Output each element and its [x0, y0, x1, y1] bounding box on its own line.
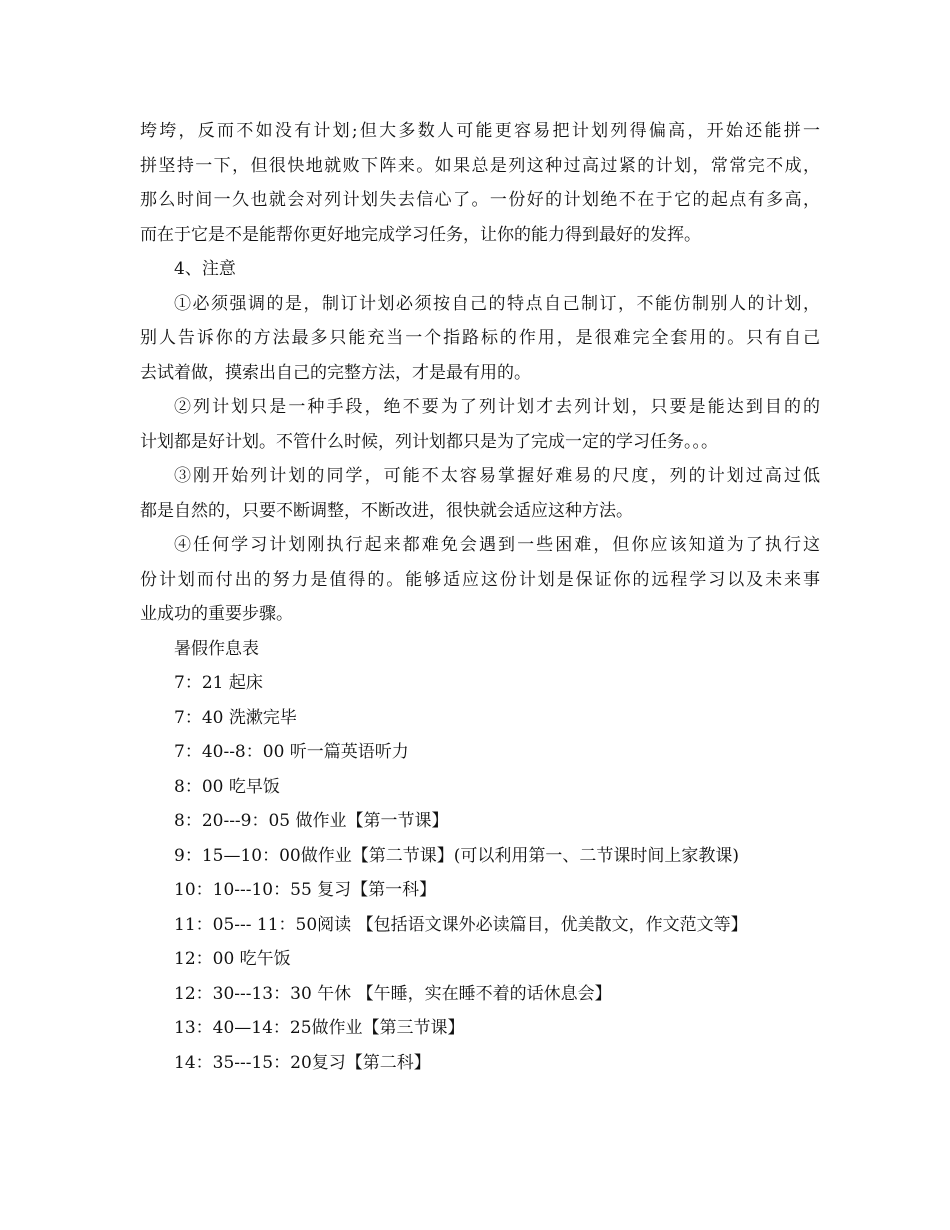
text-line: ③刚开始列计划的同学，可能不太容易掌握好难易的尺度，列的计划过高过低: [174, 466, 820, 486]
schedule-item: 14：35---15：20复习【第二科】: [174, 1052, 431, 1073]
schedule-item: 7：40--8：00 听一篇英语听力: [174, 742, 409, 762]
text-line: 份计划而付出的努力是值得的。能够适应这份计划是保证你的远程学习以及未来事: [140, 569, 820, 590]
paragraph-planning: [140, 114, 820, 252]
schedule-item: 9：15—10：00做作业【第二节课】(可以利用第一、二节课时间上家教课): [174, 845, 739, 866]
section-heading: 4、注意: [174, 259, 236, 279]
schedule-item: 13：40—14：25做作业【第三节课】: [174, 1018, 465, 1038]
text-line: 拼坚持一下，但很快地就败下阵来。如果总是列这种过高过紧的计划，常常完不成，: [140, 155, 820, 176]
paragraph-note-1: [140, 287, 820, 391]
paragraph-note-2: [140, 390, 820, 459]
schedule-item: 7：40 洗漱完毕: [174, 707, 297, 728]
text-line: 别人告诉你的方法最多只能充当一个指路标的作用，是很难完全套用的。只有自己: [140, 328, 820, 348]
text-line: ①必须强调的是，制订计划必须按自己的特点自己制订，不能仿制别人的计划，: [174, 293, 820, 314]
paragraph-note-3: [140, 459, 820, 528]
schedule-title: 暑假作息表: [174, 638, 259, 659]
schedule-list: [140, 666, 820, 1080]
schedule-item: 8：00 吃早饭: [174, 776, 280, 797]
schedule-item: 10：10---10：55 复习【第一科】: [174, 880, 437, 900]
schedule-item: 7：21 起床: [174, 673, 263, 693]
text-line: 垮垮，反而不如没有计划;但大多数人可能更容易把计划列得偏高，开始还能拼一: [140, 121, 820, 141]
text-line: 那么时间一久也就会对列计划失去信心了。一份好的计划绝不在于它的起点有多高，: [140, 190, 820, 210]
text-line: ②列计划只是一种手段，绝不要为了列计划才去列计划，只要是能达到目的的: [174, 397, 820, 417]
text-line: 业成功的重要步骤。: [140, 604, 293, 624]
document-body: [140, 114, 820, 1080]
text-line: 而在于它是不是能帮你更好地完成学习任务，让你的能力得到最好的发挥。: [140, 224, 701, 245]
text-line: 去试着做，摸索出自己的完整方法，才是最有用的。: [140, 362, 531, 383]
schedule-item: 8：20---9：05 做作业【第一节课】: [174, 811, 449, 831]
schedule-item: 11：05--- 11：50阅读 【包括语文课外必读篇目，优美散文，作文范文等】: [174, 914, 748, 935]
text-line: ④任何学习计划刚执行起来都难免会遇到一些困难，但你应该知道为了执行这: [174, 535, 820, 555]
text-line: 计划都是好计划。不管什么时候，列计划都只是为了完成一定的学习任务。。。: [140, 431, 718, 452]
paragraph-note-4: [140, 528, 820, 632]
text-line: 都是自然的，只要不断调整，不断改进，很快就会适应这种方法。: [140, 500, 633, 521]
schedule-item: 12：30---13：30 午休 【午睡，实在睡不着的话休息会】: [174, 983, 612, 1004]
schedule-item: 12：00 吃午饭: [174, 949, 291, 969]
